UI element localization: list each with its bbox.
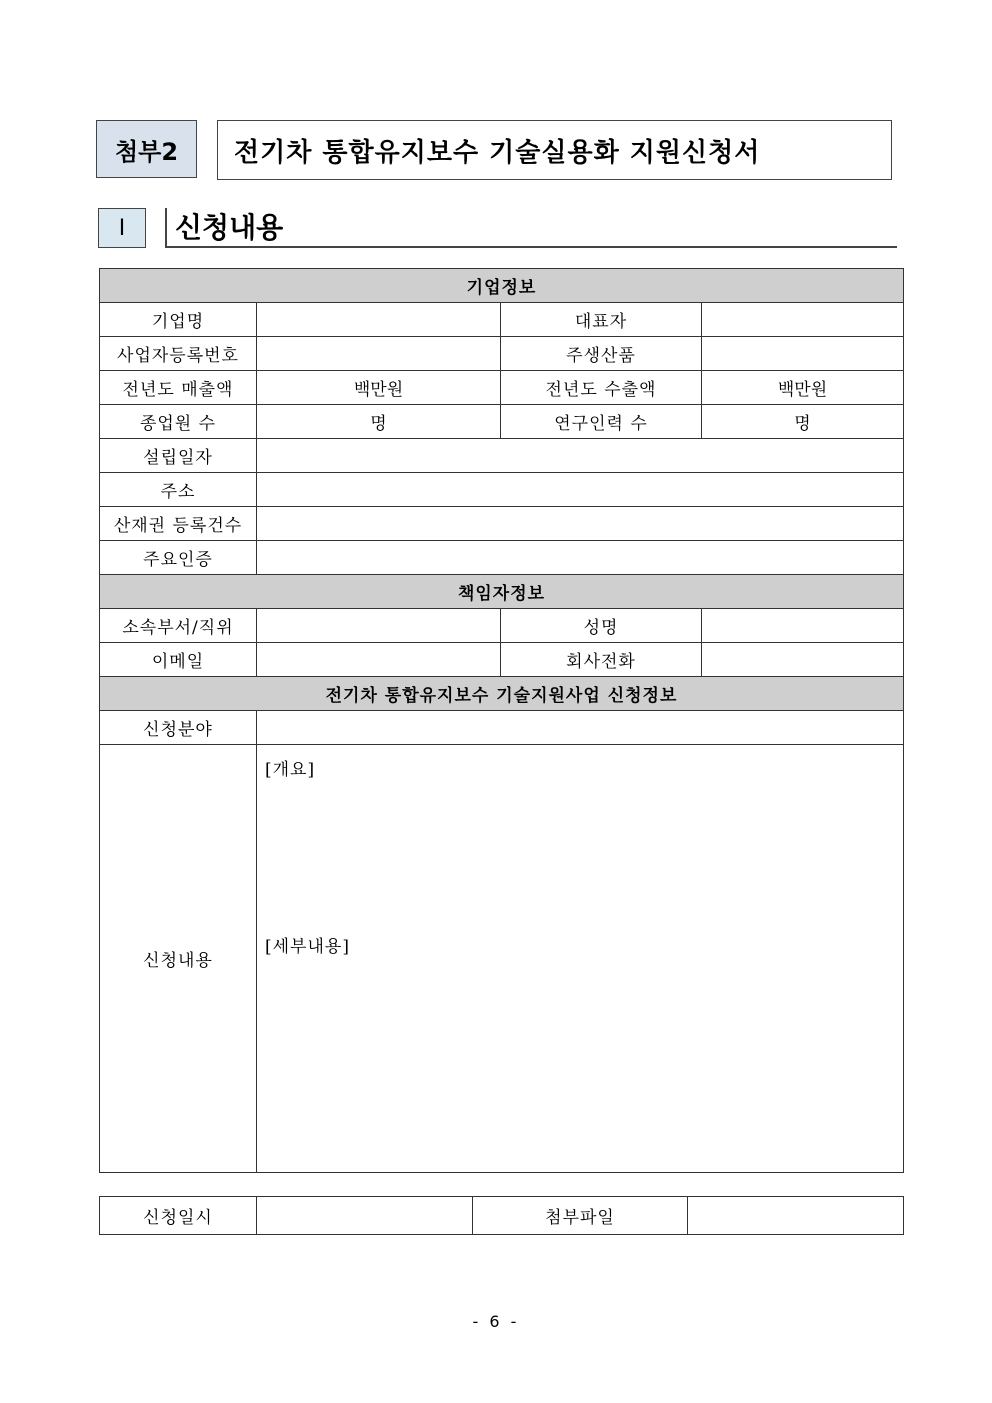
company-name-field[interactable] xyxy=(257,303,501,337)
company-phone-label: 회사전화 xyxy=(501,643,702,677)
manager-name-label: 성명 xyxy=(501,609,702,643)
section-number: Ⅰ xyxy=(98,208,146,248)
manager-info-header-row xyxy=(100,575,904,609)
application-info-header-row xyxy=(100,677,904,711)
manager-info-header: 책임자정보 xyxy=(100,575,904,609)
department-position-label: 소속부서/직위 xyxy=(100,609,257,643)
address-label: 주소 xyxy=(100,473,257,507)
address-field[interactable] xyxy=(257,473,904,507)
application-content-label: 신청내용 xyxy=(100,745,257,1173)
table-row xyxy=(100,643,904,677)
email-label: 이메일 xyxy=(100,643,257,677)
document-title: 전기차 통합유지보수 기술실용화 지원신청서 xyxy=(217,120,892,180)
ip-registrations-label: 산재권 등록건수 xyxy=(100,507,257,541)
researchers-field[interactable]: 명 xyxy=(702,405,904,439)
table-row xyxy=(100,507,904,541)
employees-label: 종업원 수 xyxy=(100,405,257,439)
table-row xyxy=(100,337,904,371)
main-product-label: 주생산품 xyxy=(501,337,702,371)
section-divider xyxy=(165,208,167,248)
ceo-field[interactable] xyxy=(702,303,904,337)
application-date-label: 신청일시 xyxy=(100,1197,257,1235)
application-form-table xyxy=(99,268,904,1173)
certifications-field[interactable] xyxy=(257,541,904,575)
business-number-field[interactable] xyxy=(257,337,501,371)
employees-field[interactable]: 명 xyxy=(257,405,501,439)
ceo-label: 대표자 xyxy=(501,303,702,337)
certifications-label: 주요인증 xyxy=(100,541,257,575)
prev-year-export-label: 전년도 수출액 xyxy=(501,371,702,405)
table-row xyxy=(100,745,904,1173)
main-product-field[interactable] xyxy=(702,337,904,371)
attachment-label: 첨부파일 xyxy=(473,1197,688,1235)
founded-date-label: 설립일자 xyxy=(100,439,257,473)
application-date-field[interactable] xyxy=(257,1197,473,1235)
researchers-label: 연구인력 수 xyxy=(501,405,702,439)
manager-name-field[interactable] xyxy=(702,609,904,643)
overview-label: [개요] xyxy=(265,760,316,780)
table-row xyxy=(100,303,904,337)
table-row xyxy=(100,1197,904,1235)
application-date-table xyxy=(99,1196,904,1235)
application-field-label: 신청분야 xyxy=(100,711,257,745)
founded-date-field[interactable] xyxy=(257,439,904,473)
table-row xyxy=(100,439,904,473)
application-content-field[interactable] xyxy=(257,745,904,1173)
prev-year-sales-field[interactable]: 백만원 xyxy=(257,371,501,405)
company-info-header-row xyxy=(100,269,904,303)
table-row xyxy=(100,541,904,575)
section-title: 신청내용 xyxy=(175,211,284,244)
attachment-field[interactable] xyxy=(688,1197,904,1235)
company-name-label: 기업명 xyxy=(100,303,257,337)
company-phone-field[interactable] xyxy=(702,643,904,677)
table-row xyxy=(100,405,904,439)
prev-year-export-field[interactable]: 백만원 xyxy=(702,371,904,405)
table-row xyxy=(100,371,904,405)
email-field[interactable] xyxy=(257,643,501,677)
attachment-tag: 첨부2 xyxy=(96,120,197,178)
table-row xyxy=(100,711,904,745)
ip-registrations-field[interactable] xyxy=(257,507,904,541)
application-info-header: 전기차 통합유지보수 기술지원사업 신청정보 xyxy=(100,677,904,711)
table-row xyxy=(100,473,904,507)
detail-label: [세부내용] xyxy=(265,937,350,957)
application-field-input[interactable] xyxy=(257,711,904,745)
section-underline xyxy=(167,246,897,248)
page-number: - 6 - xyxy=(472,1312,520,1331)
department-position-field[interactable] xyxy=(257,609,501,643)
business-number-label: 사업자등록번호 xyxy=(100,337,257,371)
prev-year-sales-label: 전년도 매출액 xyxy=(100,371,257,405)
company-info-header: 기업정보 xyxy=(100,269,904,303)
table-row xyxy=(100,609,904,643)
